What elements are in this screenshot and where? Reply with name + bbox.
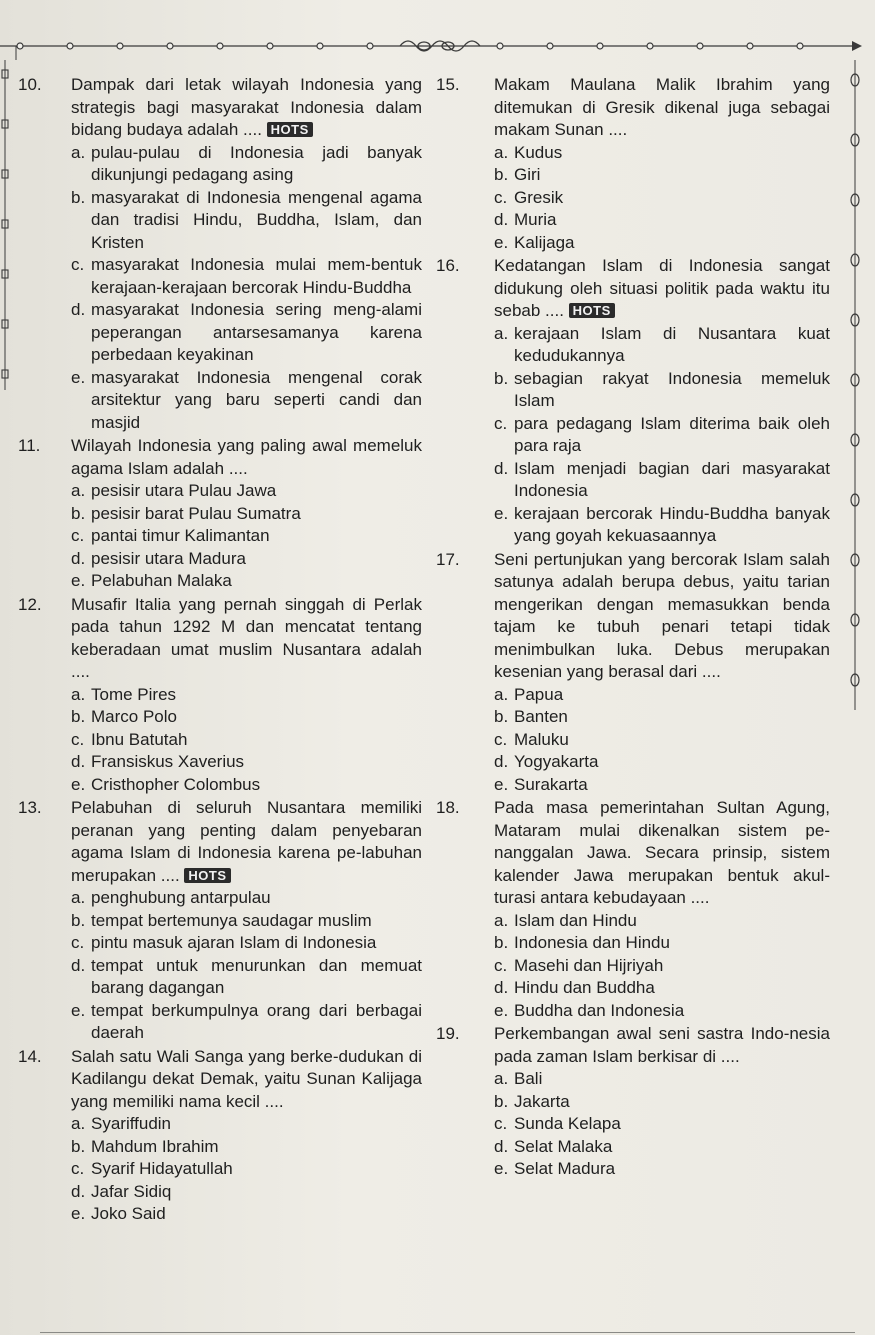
option-letter: e. [71,571,86,590]
question-number: 10. [18,75,42,94]
question-number: 18. [436,798,460,817]
question-item [14,594,422,797]
option-text: Giri [514,165,541,184]
option-text: Cristhopher Colombus [91,774,261,794]
option-letter: a. [494,1069,509,1088]
answer-option [71,1136,422,1159]
option-text: tempat berkumpulnya orang dari berbagai daerah [91,1000,422,1042]
answer-option [71,1181,422,1204]
option-text: Jafar Sidiq [91,1181,172,1201]
answer-options [494,142,830,255]
question-stem [71,1046,422,1114]
option-letter: b. [494,165,509,184]
option-text: Jakarta [514,1091,570,1111]
option-letter: d. [71,548,86,568]
answer-option [71,525,422,548]
option-letter: a. [494,323,509,343]
option-letter: d. [494,458,509,478]
option-text: Bali [514,1069,543,1088]
option-text: Ibnu Batutah [91,729,188,749]
answer-option [494,1158,830,1181]
option-text: Syarif Hidayatullah [91,1159,233,1178]
option-text: tempat untuk menurunkan dan memuat barang dagangan [91,955,422,997]
option-letter: e. [71,774,86,794]
question-number: 12. [18,594,42,614]
question-stem [494,797,830,910]
question-item [432,549,830,797]
option-letter: a. [71,888,86,907]
option-text: pulau-pulau di Indonesia jadi banyak dikunjungi pedagang asing [91,142,422,184]
option-letter: d. [494,752,509,771]
option-letter: d. [71,1181,86,1201]
option-letter: d. [71,752,86,771]
option-letter: d. [494,978,509,997]
option-letter: e. [494,232,509,252]
option-text: pantai timur Kalimantan [91,526,270,545]
option-text: masyarakat di Indonesia mengenal agama dan tradisi Hindu, Buddha, Islam, dan Kristen [91,187,422,252]
option-letter: e. [494,503,509,523]
answer-option [71,367,422,435]
option-letter: a. [494,142,509,162]
option-text: Kudus [514,142,563,162]
question-text: Dampak dari letak wilayah Indonesia yang strategis bagi masyarakat Indonesia dalam bidang budaya adalah .... [71,75,422,139]
question-item [14,797,422,1045]
option-letter: c. [71,255,85,274]
option-letter: e. [494,1000,509,1020]
question-number: 11. [18,436,41,455]
option-letter: c. [71,933,85,952]
answer-option [71,910,422,933]
option-text: Gresik [514,187,564,207]
option-text: Hindu dan Buddha [514,978,655,997]
question-item [432,797,830,1022]
answer-option [494,684,830,707]
answer-option [494,1136,830,1159]
answer-option [71,1000,422,1045]
answer-option [494,932,830,955]
option-text: Indonesia dan Hindu [514,933,670,952]
answer-option [494,1113,830,1136]
option-text: pesisir utara Pulau Jawa [91,481,277,500]
answer-options [494,323,830,548]
question-stem [71,797,422,887]
answer-option [71,1158,422,1181]
question-item [14,435,422,593]
answer-option [494,729,830,752]
answer-option [494,368,830,413]
option-letter: b. [71,910,86,930]
answer-option [71,187,422,255]
option-letter: b. [71,1136,86,1156]
option-text: Marco Polo [91,707,177,726]
answer-option [494,164,830,187]
answer-option [494,1068,830,1091]
question-text: Pelabuhan di seluruh Nusantara memiliki peranan yang penting dalam penyebaran agama Islam di Indonesia karena pe-labuhan merupakan .... [71,798,422,885]
hots-badge: HOTS [267,122,313,137]
answer-option [71,887,422,910]
option-letter: b. [494,368,509,388]
left-chain-border-icon [0,60,14,390]
option-text: Banten [514,707,568,726]
option-text: Mahdum Ibrahim [91,1136,219,1156]
option-letter: b. [494,707,509,726]
option-letter: b. [71,707,86,726]
option-letter: d. [71,300,86,319]
answer-option [494,209,830,232]
option-text: Surakarta [514,774,588,794]
answer-option [494,232,830,255]
answer-option [494,977,830,1000]
answer-option [494,503,830,548]
option-text: pesisir barat Pulau Sumatra [91,503,301,523]
option-text: Fransiskus Xaverius [91,752,245,771]
question-stem [494,74,830,142]
right-column [432,74,830,1182]
option-text: Selat Madura [514,1159,616,1178]
question-stem [71,435,422,480]
option-text: Masehi dan Hijriyah [514,955,664,975]
option-letter: b. [71,503,86,523]
question-text: Seni pertunjukan yang bercorak Islam salah satunya adalah berupa debus, yaitu tarian mengerikan dengan memasukkan benda tajam ke tubuh penari tetapi tidak menimbulkan luka. Debus merupakan kesenian yang berasal dari .... [494,549,830,681]
answer-option [71,729,422,752]
answer-options [494,910,830,1023]
answer-option [71,751,422,774]
answer-option [71,480,422,503]
option-letter: e. [494,774,509,794]
question-text: Perkembangan awal seni sastra Indo-nesia pada zaman Islam berkisar di .... [494,1024,830,1066]
answer-option [71,774,422,797]
option-letter: c. [71,1159,85,1178]
right-chain-border-icon [835,60,869,710]
question-number: 19. [436,1024,460,1043]
option-letter: a. [494,684,509,704]
answer-option [71,142,422,187]
hots-badge: HOTS [569,303,615,318]
answer-options [71,1113,422,1226]
option-text: kerajaan bercorak Hindu-Buddha banyak yang goyah kekuasaannya [514,503,830,545]
question-text: Salah satu Wali Sanga yang berke-dudukan di Kadilangu dekat Demak, yaitu Sunan Kalijaga yang memiliki nama kecil .... [71,1046,422,1111]
answer-option [71,1113,422,1136]
option-text: Pelabuhan Malaka [91,571,232,590]
option-letter: d. [71,955,86,975]
option-letter: e. [71,1204,86,1223]
option-letter: b. [494,933,509,952]
question-stem [494,255,830,323]
option-letter: c. [71,729,85,749]
question-stem [494,1023,830,1068]
option-text: Buddha dan Indonesia [514,1000,685,1020]
left-column [14,74,422,1227]
answer-option [494,774,830,797]
option-letter: a. [494,910,509,930]
question-item [432,74,830,254]
option-text: Syariffudin [91,1114,172,1133]
option-text: Joko Said [91,1204,166,1223]
option-text: Sunda Kelapa [514,1114,621,1133]
question-stem [494,549,830,684]
option-letter: c. [71,526,85,545]
question-text: Makam Maulana Malik Ibrahim yang ditemukan di Gresik dikenal juga sebagai makam Sunan .... [494,75,830,139]
option-text: Kalijaga [514,232,575,252]
option-letter: c. [494,955,508,975]
option-text: Tome Pires [91,684,177,704]
option-letter: a. [71,684,86,704]
option-letter: e. [71,367,86,387]
chain-border-icon [0,34,875,64]
question-text: Pada masa pemerintahan Sultan Agung, Mataram mulai dikenalkan sistem pe-nanggalan Jawa. Secara prinsip, sistem kalender Jawa merupakan bentuk akul-turasi antara kebudayaan .... [494,798,830,907]
option-letter: b. [494,1091,509,1111]
question-stem [71,594,422,684]
answer-option [494,458,830,503]
answer-option [71,570,422,593]
answer-option [71,299,422,367]
answer-option [71,706,422,729]
answer-option [494,1091,830,1114]
question-number: 13. [18,798,42,817]
answer-option [494,142,830,165]
answer-option [494,413,830,458]
option-text: masyarakat Indonesia mengenal corak arsitektur yang baru seperti candi dan masjid [91,367,422,432]
option-text: para pedagang Islam diterima baik oleh para raja [514,413,830,455]
option-text: masyarakat Indonesia sering meng-alami peperangan antarsesamanya karena perbedaan keyakinan [91,300,422,364]
answer-options [71,142,422,435]
option-text: Islam menjadi bagian dari masyarakat Indonesia [514,458,830,500]
answer-option [71,503,422,526]
option-text: masyarakat Indonesia mulai mem-bentuk kerajaan-kerajaan bercorak Hindu-Buddha [91,255,422,297]
option-text: Papua [514,684,564,704]
option-text: penghubung antarpulau [91,888,271,907]
answer-option [71,1203,422,1226]
answer-option [71,254,422,299]
answer-option [71,684,422,707]
option-letter: e. [494,1159,509,1178]
answer-option [494,323,830,368]
answer-options [494,1068,830,1181]
question-number: 15. [436,75,460,94]
hots-badge: HOTS [184,868,230,883]
answer-option [494,1000,830,1023]
answer-option [71,932,422,955]
question-text: Kedatangan Islam di Indonesia sangat didukung oleh situasi politik pada waktu itu sebab .... [494,256,830,320]
option-letter: c. [494,413,508,433]
question-number: 17. [436,549,460,569]
option-letter: b. [71,187,86,207]
option-text: Islam dan Hindu [514,910,637,930]
answer-option [494,706,830,729]
question-item [432,255,830,548]
option-letter: a. [71,1114,86,1133]
option-text: Yogyakarta [514,752,599,771]
question-stem [71,74,422,142]
question-item [432,1023,830,1181]
option-letter: a. [71,481,86,500]
answer-option [71,548,422,571]
answer-option [71,955,422,1000]
answer-option [494,187,830,210]
option-letter: c. [494,187,508,207]
answer-options [494,684,830,797]
option-text: tempat bertemunya saudagar muslim [91,910,372,930]
option-text: sebagian rakyat Indonesia memeluk Islam [514,368,830,410]
option-text: Selat Malaka [514,1136,613,1156]
question-number: 14. [18,1046,42,1066]
bottom-rule [40,1332,855,1333]
answer-option [494,910,830,933]
answer-option [494,955,830,978]
answer-options [71,480,422,593]
question-text: Wilayah Indonesia yang paling awal memeluk agama Islam adalah .... [71,436,422,478]
question-item [14,1046,422,1226]
question-number: 16. [436,256,460,275]
answer-option [494,751,830,774]
option-text: Muria [514,210,557,229]
option-letter: c. [494,1114,508,1133]
option-letter: d. [494,1136,509,1156]
option-letter: d. [494,210,509,229]
option-letter: e. [71,1000,86,1020]
answer-options [71,684,422,797]
answer-options [71,887,422,1045]
option-text: kerajaan Islam di Nusantara kuat kedudukannya [514,323,830,365]
option-text: pesisir utara Madura [91,548,246,568]
option-text: Maluku [514,729,569,749]
question-item [14,74,422,434]
option-text: pintu masuk ajaran Islam di Indonesia [91,933,377,952]
option-letter: c. [494,729,508,749]
question-text: Musafir Italia yang pernah singgah di Perlak pada tahun 1292 M dan mencatat tentang keberadaan umat muslim Nusantara adalah .... [71,594,422,681]
option-letter: a. [71,142,86,162]
